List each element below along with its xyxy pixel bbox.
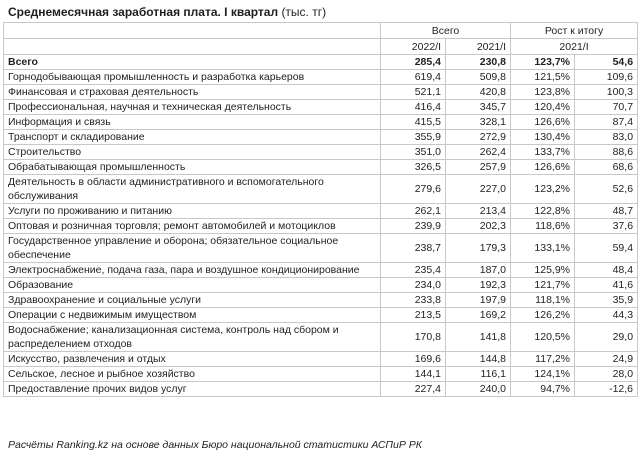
table-row: [4, 219, 638, 234]
row-label: Образование: [4, 278, 381, 293]
growth-percent: 121,5%: [511, 70, 575, 85]
value-2022: 351,0: [381, 145, 446, 160]
table-row: [4, 293, 638, 308]
row-label: Здравоохранение и социальные услуги: [4, 293, 381, 308]
header-group-growth: Рост к итогу: [511, 23, 638, 39]
row-label: Профессиональная, научная и техническая деятельность: [4, 100, 381, 115]
growth-percent: 133,7%: [511, 145, 575, 160]
value-2021: 141,8: [446, 323, 511, 352]
value-2022: 227,4: [381, 382, 446, 397]
growth-percent: 133,1%: [511, 234, 575, 263]
growth-percent: 124,1%: [511, 367, 575, 382]
value-2021: 257,9: [446, 160, 511, 175]
growth-percent: 120,4%: [511, 100, 575, 115]
row-label: Оптовая и розничная торговля; ремонт автомобилей и мотоциклов: [4, 219, 381, 234]
value-2021: 420,8: [446, 85, 511, 100]
table-title-main: Среднемесячная заработная плата. I квартал: [8, 5, 279, 19]
value-2022: 521,1: [381, 85, 446, 100]
row-label: Деятельность в области административного и вспомогательного обслуживания: [4, 175, 381, 204]
value-2021: 328,1: [446, 115, 511, 130]
row-label: Обрабатывающая промышленность: [4, 160, 381, 175]
value-2021: 169,2: [446, 308, 511, 323]
row-label: Электроснабжение, подача газа, пара и воздушное кондиционирование: [4, 263, 381, 278]
header-col-2022: 2022/I: [381, 39, 446, 55]
growth-difference: 48,4: [575, 263, 638, 278]
growth-difference: 37,6: [575, 219, 638, 234]
table-title: [8, 5, 326, 19]
growth-percent: 120,5%: [511, 323, 575, 352]
header-row-periods: [4, 39, 638, 55]
value-2022: 169,6: [381, 352, 446, 367]
growth-percent: 123,8%: [511, 85, 575, 100]
value-2021: 192,3: [446, 278, 511, 293]
growth-percent: 94,7%: [511, 382, 575, 397]
header-blank: [4, 23, 381, 39]
table-body: [4, 55, 638, 397]
growth-percent: 125,9%: [511, 263, 575, 278]
row-label: Водоснабжение; канализационная система, контроль над сбором и распределением отходов: [4, 323, 381, 352]
value-2021: 227,0: [446, 175, 511, 204]
growth-difference: 52,6: [575, 175, 638, 204]
header-row-groups: [4, 23, 638, 39]
value-2022: 355,9: [381, 130, 446, 145]
row-label: Финансовая и страховая деятельность: [4, 85, 381, 100]
value-2021: 262,4: [446, 145, 511, 160]
table-row: [4, 70, 638, 85]
source-footnote: Расчёты Ranking.kz на основе данных Бюро национальной статистики АСПиР РК: [8, 439, 422, 451]
growth-percent: 118,1%: [511, 293, 575, 308]
table-row: [4, 367, 638, 382]
value-2022: 326,5: [381, 160, 446, 175]
value-2021: 213,4: [446, 204, 511, 219]
value-2022: 285,4: [381, 55, 446, 70]
growth-difference: -12,6: [575, 382, 638, 397]
growth-difference: 87,4: [575, 115, 638, 130]
row-label: Транспорт и складирование: [4, 130, 381, 145]
growth-difference: 28,0: [575, 367, 638, 382]
table-row: [4, 145, 638, 160]
growth-percent: 126,6%: [511, 115, 575, 130]
row-label: Горнодобывающая промышленность и разработка карьеров: [4, 70, 381, 85]
table-row: [4, 160, 638, 175]
header-group-total: Всего: [381, 23, 511, 39]
value-2021: 509,8: [446, 70, 511, 85]
table-row: [4, 175, 638, 204]
growth-difference: 59,4: [575, 234, 638, 263]
table-row: [4, 263, 638, 278]
growth-difference: 70,7: [575, 100, 638, 115]
growth-difference: 100,3: [575, 85, 638, 100]
row-label: Государственное управление и оборона; обязательное социальное обеспечение: [4, 234, 381, 263]
value-2022: 235,4: [381, 263, 446, 278]
value-2022: 239,9: [381, 219, 446, 234]
value-2021: 240,0: [446, 382, 511, 397]
growth-percent: 130,4%: [511, 130, 575, 145]
value-2022: 170,8: [381, 323, 446, 352]
table-row: [4, 234, 638, 263]
value-2022: 213,5: [381, 308, 446, 323]
table-row: [4, 115, 638, 130]
value-2022: 144,1: [381, 367, 446, 382]
value-2022: 238,7: [381, 234, 446, 263]
value-2021: 179,3: [446, 234, 511, 263]
growth-difference: 83,0: [575, 130, 638, 145]
growth-percent: 122,8%: [511, 204, 575, 219]
value-2022: 279,6: [381, 175, 446, 204]
growth-percent: 123,7%: [511, 55, 575, 70]
table-row: [4, 85, 638, 100]
growth-percent: 121,7%: [511, 278, 575, 293]
row-label: Строительство: [4, 145, 381, 160]
growth-percent: 126,6%: [511, 160, 575, 175]
value-2022: 234,0: [381, 278, 446, 293]
value-2021: 116,1: [446, 367, 511, 382]
value-2021: 144,8: [446, 352, 511, 367]
row-label: Информация и связь: [4, 115, 381, 130]
value-2021: 197,9: [446, 293, 511, 308]
value-2022: 233,8: [381, 293, 446, 308]
growth-difference: 35,9: [575, 293, 638, 308]
growth-percent: 117,2%: [511, 352, 575, 367]
growth-difference: 54,6: [575, 55, 638, 70]
row-label: Предоставление прочих видов услуг: [4, 382, 381, 397]
table-row: [4, 352, 638, 367]
table-row: [4, 204, 638, 219]
salary-table: [3, 22, 638, 397]
table-row: [4, 323, 638, 352]
value-2022: 262,1: [381, 204, 446, 219]
value-2021: 272,9: [446, 130, 511, 145]
table-row: [4, 308, 638, 323]
row-label: Сельское, лесное и рыбное хозяйство: [4, 367, 381, 382]
table-row-total: [4, 55, 638, 70]
growth-difference: 88,6: [575, 145, 638, 160]
growth-percent: 118,6%: [511, 219, 575, 234]
value-2022: 415,5: [381, 115, 446, 130]
growth-difference: 41,6: [575, 278, 638, 293]
row-label: Услуги по проживанию и питанию: [4, 204, 381, 219]
row-label: Искусство, развлечения и отдых: [4, 352, 381, 367]
table-row: [4, 130, 638, 145]
value-2021: 230,8: [446, 55, 511, 70]
growth-difference: 29,0: [575, 323, 638, 352]
value-2021: 345,7: [446, 100, 511, 115]
table-row: [4, 278, 638, 293]
table-row: [4, 100, 638, 115]
value-2021: 187,0: [446, 263, 511, 278]
row-label: Операции с недвижимым имуществом: [4, 308, 381, 323]
growth-difference: 48,7: [575, 204, 638, 219]
growth-difference: 24,9: [575, 352, 638, 367]
growth-percent: 126,2%: [511, 308, 575, 323]
table-row: [4, 382, 638, 397]
header-col-growth-period: 2021/I: [511, 39, 638, 55]
growth-difference: 44,3: [575, 308, 638, 323]
header-col-2021: 2021/I: [446, 39, 511, 55]
growth-difference: 68,6: [575, 160, 638, 175]
growth-percent: 123,2%: [511, 175, 575, 204]
growth-difference: 109,6: [575, 70, 638, 85]
header-blank-2: [4, 39, 381, 55]
row-label: Всего: [4, 55, 381, 70]
value-2022: 416,4: [381, 100, 446, 115]
value-2022: 619,4: [381, 70, 446, 85]
value-2021: 202,3: [446, 219, 511, 234]
table-title-unit: (тыс. тг): [281, 5, 327, 19]
